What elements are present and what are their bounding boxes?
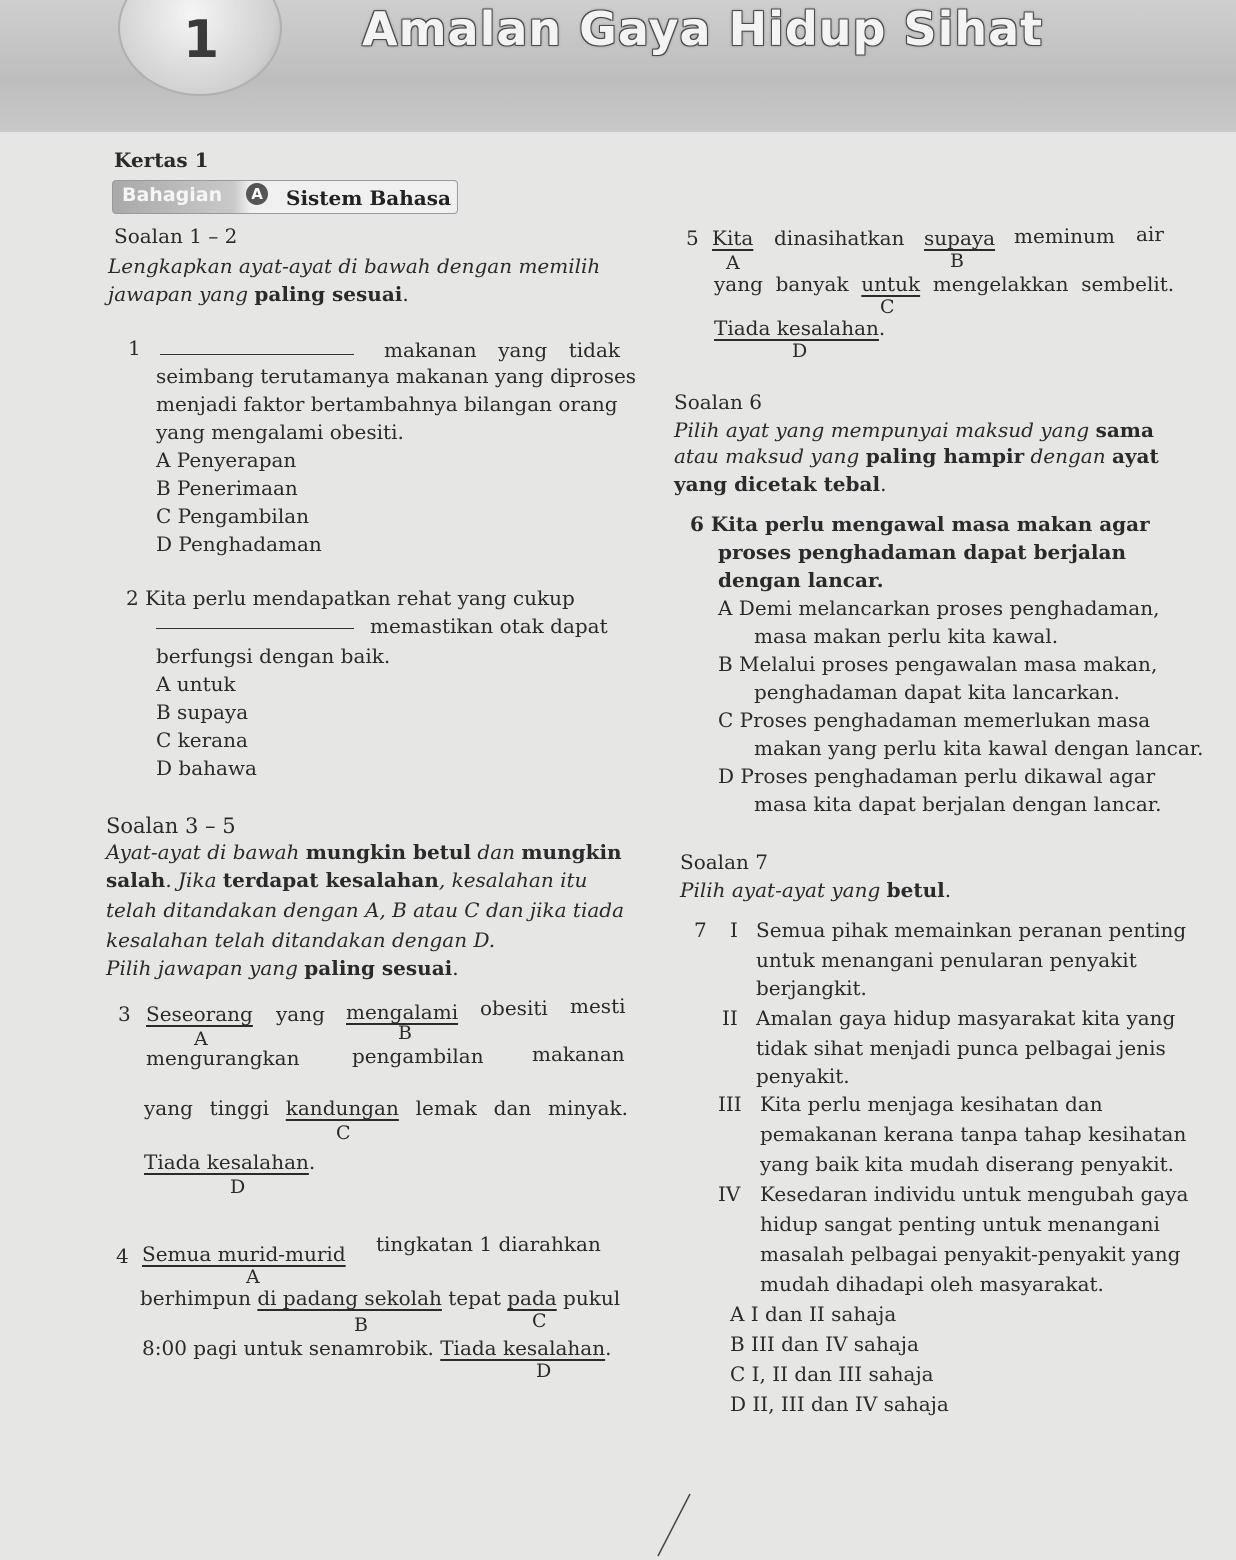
statement-numeral: II [722,1006,738,1030]
option-letter: A [246,1266,260,1288]
question-line: tingkatan 1 diarahkan [376,1232,601,1256]
soalan-1-2-heading: Soalan 1 – 2 [114,224,238,248]
option[interactable]: C Pengambilan [156,504,310,528]
question-line: 6 Kita perlu mengawal masa makan agar [690,512,1150,536]
option-letter: A [726,252,740,274]
question-word: makanan [532,1042,625,1066]
statement-line: tidak sihat menjadi punca pelbagai jenis [756,1036,1166,1060]
instruction-line: yang dicetak tebal. [674,472,887,496]
option[interactable]: A Penyerapan [156,448,297,472]
question-line: 2 Kita perlu mendapatkan rehat yang cukup [126,586,575,610]
question-word: pengambilan [352,1044,484,1068]
pen-mark [650,1490,700,1560]
option-continuation: makan yang perlu kita kawal dengan lancar. [754,736,1204,760]
error-option-b[interactable]: supaya [924,226,996,250]
section-letter-badge: A [246,183,268,205]
option[interactable]: D Proses penghadaman perlu dikawal agar [718,764,1156,788]
statement-line: hidup sangat penting untuk menangani [760,1212,1160,1236]
question-word: air [1136,222,1164,246]
statement-line: Amalan gaya hidup masyarakat kita yang [756,1006,1176,1030]
question-number: 3 [118,1002,131,1026]
question-number: 7 [694,918,707,942]
option-letter: B [398,1022,412,1044]
option-letter: C [532,1310,547,1332]
option-letter: B [950,250,964,272]
error-option-c[interactable]: untuk [861,272,921,296]
question-line: seimbang terutamanya makanan yang diproses [156,364,637,388]
question-line: yang tinggi kandungan lemak dan minyak. [144,1096,628,1120]
question-line: berfungsi dengan baik. [156,644,391,668]
instruction-line: jawapan yang paling sesuai. [108,282,409,306]
option[interactable]: B III dan IV sahaja [730,1332,919,1356]
error-option-b[interactable]: di padang sekolah [257,1286,442,1310]
statement-numeral: IV [718,1182,741,1206]
option-letter: C [880,296,895,318]
question-word: dinasihatkan [774,226,905,250]
option[interactable]: B Melalui proses pengawalan masa makan, [718,652,1158,676]
option-letter: D [536,1360,552,1382]
soalan-3-5-heading: Soalan 3 – 5 [106,814,236,838]
section-title: Sistem Bahasa [286,186,451,210]
paper-label: Kertas 1 [114,148,209,172]
question-line: menjadi faktor bertambahnya bilangan orang [156,392,618,416]
statement-line: berjangkit. [756,976,867,1000]
question-line: dengan lancar. [718,568,884,592]
question-line: berhimpun di padang sekolah tepat pada pukul [140,1286,621,1310]
question-word: mesti [570,994,626,1018]
instruction-line: Lengkapkan ayat-ayat di bawah dengan memilih [108,254,601,278]
question-line: proses penghadaman dapat berjalan [718,540,1126,564]
no-error-option[interactable]: Tiada kesalahan. [714,316,886,340]
question-line: makanan yang tidak [384,338,620,362]
option-letter: A [194,1028,208,1050]
statement-line: untuk menangani penularan penyakit [756,948,1137,972]
option-letter: D [792,340,808,362]
error-option-c[interactable]: pada [507,1286,557,1310]
statement-line: mudah dihadapi oleh masyarakat. [760,1272,1104,1296]
option[interactable]: A Demi melancarkan proses penghadaman, [718,596,1160,620]
instruction-line: Ayat-ayat di bawah mungkin betul dan mungkin [106,840,622,864]
option[interactable]: C Proses penghadaman memerlukan masa [718,708,1151,732]
option-continuation: masa makan perlu kita kawal. [754,624,1059,648]
statement-line: masalah pelbagai penyakit-penyakit yang [760,1242,1181,1266]
question-line: 8:00 pagi untuk senamrobik. Tiada kesalahan. [142,1336,612,1360]
option[interactable]: D II, III dan IV sahaja [730,1392,949,1416]
statement-line: Kesedaran individu untuk mengubah gaya [760,1182,1189,1206]
error-option-c[interactable]: kandungan [285,1096,399,1120]
option-continuation: masa kita dapat berjalan dengan lancar. [754,792,1162,816]
question-number: 1 [128,336,141,360]
option[interactable]: A I dan II sahaja [730,1302,897,1326]
instruction-line: atau maksud yang paling hampir dengan ayat [674,444,1159,468]
option-letter: B [354,1314,368,1336]
option[interactable]: A untuk [156,672,236,696]
error-option-b[interactable]: mengalami [346,1000,459,1024]
answer-blank [160,340,354,355]
option[interactable]: C I, II dan III sahaja [730,1362,934,1386]
instruction-line: Pilih jawapan yang paling sesuai. [106,956,459,980]
question-word: obesiti [480,996,548,1020]
question-word: meminum [1014,224,1115,248]
error-option-a[interactable]: Seseorang [146,1002,253,1026]
chapter-title: Amalan Gaya Hidup Sihat [362,2,1044,56]
question-line: yang banyak untuk mengelakkan sembelit. [714,272,1175,296]
error-option-a[interactable]: Kita [712,226,754,250]
no-error-option[interactable]: Tiada kesalahan [440,1336,606,1360]
instruction-line: salah. Jika terdapat kesalahan, kesalahan itu [106,868,588,892]
option[interactable]: B Penerimaan [156,476,298,500]
question-line: memastikan otak dapat [370,614,608,638]
option[interactable]: C kerana [156,728,248,752]
instruction-line: kesalahan telah ditandakan dengan D. [106,928,496,952]
option[interactable]: D Penghadaman [156,532,322,556]
chapter-number: 1 [183,10,220,70]
statement-line: penyakit. [756,1064,850,1088]
instruction-line: Pilih ayat-ayat yang betul. [680,878,952,902]
error-option-a[interactable]: Semua murid-murid [142,1242,346,1266]
statement-numeral: I [730,918,738,942]
option[interactable]: D bahawa [156,756,257,780]
option-letter: C [336,1122,351,1144]
statement-line: yang baik kita mudah diserang penyakit. [760,1152,1174,1176]
option-continuation: penghadaman dapat kita lancarkan. [754,680,1120,704]
option[interactable]: B supaya [156,700,249,724]
answer-blank [156,614,354,629]
statement-line: Semua pihak memainkan peranan penting [756,918,1187,942]
instruction-line: telah ditandakan dengan A, B atau C dan jika tiada [106,898,625,922]
no-error-option[interactable]: Tiada kesalahan. [144,1150,316,1174]
soalan-7-heading: Soalan 7 [680,850,768,874]
instruction-line: Pilih ayat yang mempunyai maksud yang sama [674,418,1154,442]
statement-line: pemakanan kerana tanpa tahap kesihatan [760,1122,1187,1146]
soalan-6-heading: Soalan 6 [674,390,762,414]
question-number: 4 [116,1244,129,1268]
statement-numeral: III [718,1092,742,1116]
statement-line: Kita perlu menjaga kesihatan dan [760,1092,1103,1116]
question-line: yang mengalami obesiti. [156,420,404,444]
question-number: 5 [686,226,699,250]
question-word: yang [276,1002,325,1026]
question-word: mengurangkan [146,1046,300,1070]
section-label: Bahagian [122,184,223,206]
option-letter: D [230,1176,246,1198]
